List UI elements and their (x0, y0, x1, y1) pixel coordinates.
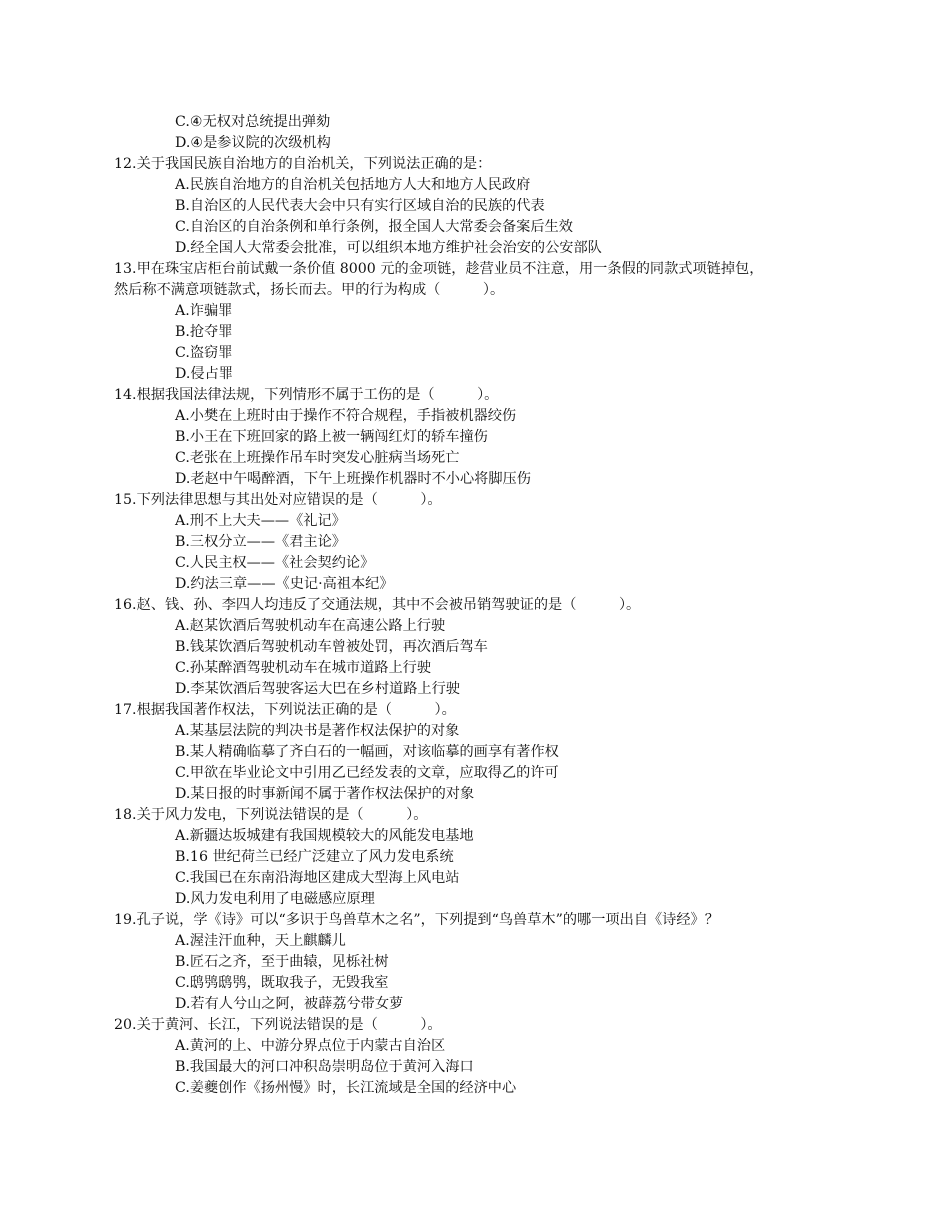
answer-option: C.姜夔创作《扬州慢》时，长江流域是全国的经济中心 (175, 1080, 517, 1096)
answer-option: D.④是参议院的次级机构 (175, 135, 331, 151)
question-stem-continued: 然后称不满意项链款式，扬长而去。甲的行为构成（ ）。 (114, 282, 505, 298)
answer-option: A.某基层法院的判决书是著作权法保护的对象 (175, 723, 460, 739)
question-stem: 15.下列法律思想与其出处对应错误的是（ ）。 (114, 492, 442, 508)
answer-option: D.老赵中午喝醉酒，下午上班操作机器时不小心将脚压伤 (175, 471, 531, 487)
question-list (114, 112, 836, 1099)
answer-option: C.孙某醉酒驾驶机动车在城市道路上行驶 (175, 660, 432, 676)
answer-option: C.④无权对总统提出弹劾 (175, 114, 331, 130)
answer-option: D.经全国人大常委会批准，可以组织本地方维护社会治安的公安部队 (175, 240, 602, 256)
answer-option: A.诈骗罪 (175, 303, 233, 319)
answer-option: B.16 世纪荷兰已经广泛建立了风力发电系统 (175, 849, 454, 865)
answer-option: A.赵某饮酒后驾驶机动车在高速公路上行驶 (175, 618, 446, 634)
answer-option: C.盗窃罪 (175, 345, 233, 361)
answer-option: D.侵占罪 (175, 366, 233, 382)
question-stem: 17.根据我国著作权法，下列说法正确的是（ ）。 (114, 702, 456, 718)
answer-option: C.人民主权——《社会契约论》 (175, 555, 375, 571)
answer-option: B.我国最大的河口冲积岛崇明岛位于黄河入海口 (175, 1059, 474, 1075)
answer-option: C.我国已在东南沿海地区建成大型海上风电站 (175, 870, 460, 886)
answer-option: B.三权分立——《君主论》 (175, 534, 346, 550)
answer-option: D.若有人兮山之阿，被薜荔兮带女萝 (175, 996, 404, 1012)
question-stem: 12.关于我国民族自治地方的自治机关，下列说法正确的是： (114, 156, 492, 172)
answer-option: A.民族自治地方的自治机关包括地方人大和地方人民政府 (175, 177, 531, 193)
question-stem: 19.孔子说，学《诗》可以“多识于鸟兽草木之名”，下列提到“鸟兽草木”的哪一项出自《诗经》？ (114, 912, 719, 928)
question-stem: 18.关于风力发电，下列说法错误的是（ ）。 (114, 807, 428, 823)
answer-option: B.钱某饮酒后驾驶机动车曾被处罚，再次酒后驾车 (175, 639, 488, 655)
answer-option: B.匠石之齐，至于曲辕，见栎社树 (175, 954, 389, 970)
answer-option: D.约法三章——《史记·高祖本纪》 (175, 576, 394, 592)
answer-option: B.自治区的人民代表大会中只有实行区域自治的民族的代表 (175, 198, 545, 214)
question-stem: 16.赵、钱、孙、李四人均违反了交通法规，其中不会被吊销驾驶证的是（ ）。 (114, 597, 641, 613)
answer-option: C.甲欲在毕业论文中引用乙已经发表的文章，应取得乙的许可 (175, 765, 559, 781)
answer-option: D.风力发电利用了电磁感应原理 (175, 891, 375, 907)
answer-option: A.渥洼汗血种，天上麒麟儿 (175, 933, 346, 949)
answer-option: C.鸱鸮鸱鸮，既取我子，无毁我室 (175, 975, 389, 991)
answer-option: B.某人精确临摹了齐白石的一幅画，对该临摹的画享有著作权 (175, 744, 559, 760)
answer-option: A.刑不上大夫——《礼记》 (175, 513, 346, 529)
question-stem: 14.根据我国法律法规，下列情形不属于工伤的是（ ）。 (114, 387, 499, 403)
answer-option: B.小王在下班回家的路上被一辆闯红灯的轿车撞伤 (175, 429, 488, 445)
answer-option: C.老张在上班操作吊车时突发心脏病当场死亡 (175, 450, 460, 466)
answer-option: C.自治区的自治条例和单行条例，报全国人大常委会备案后生效 (175, 219, 573, 235)
answer-option: D.李某饮酒后驾驶客运大巴在乡村道路上行驶 (175, 681, 460, 697)
question-stem: 13.甲在珠宝店柜台前试戴一条价值 8000 元的金项链，趁营业员不注意，用一条假的同款式项链掉包， (114, 261, 764, 277)
answer-option: A.新疆达坂城建有我国规模较大的风能发电基地 (175, 828, 474, 844)
answer-option: B.抢夺罪 (175, 324, 233, 340)
answer-option: D.某日报的时事新闻不属于著作权法保护的对象 (175, 786, 475, 802)
answer-option: A.小樊在上班时由于操作不符合规程，手指被机器绞伤 (175, 408, 517, 424)
answer-option: A.黄河的上、中游分界点位于内蒙古自治区 (175, 1038, 446, 1054)
question-stem: 20.关于黄河、长江，下列说法错误的是（ ）。 (114, 1017, 442, 1033)
